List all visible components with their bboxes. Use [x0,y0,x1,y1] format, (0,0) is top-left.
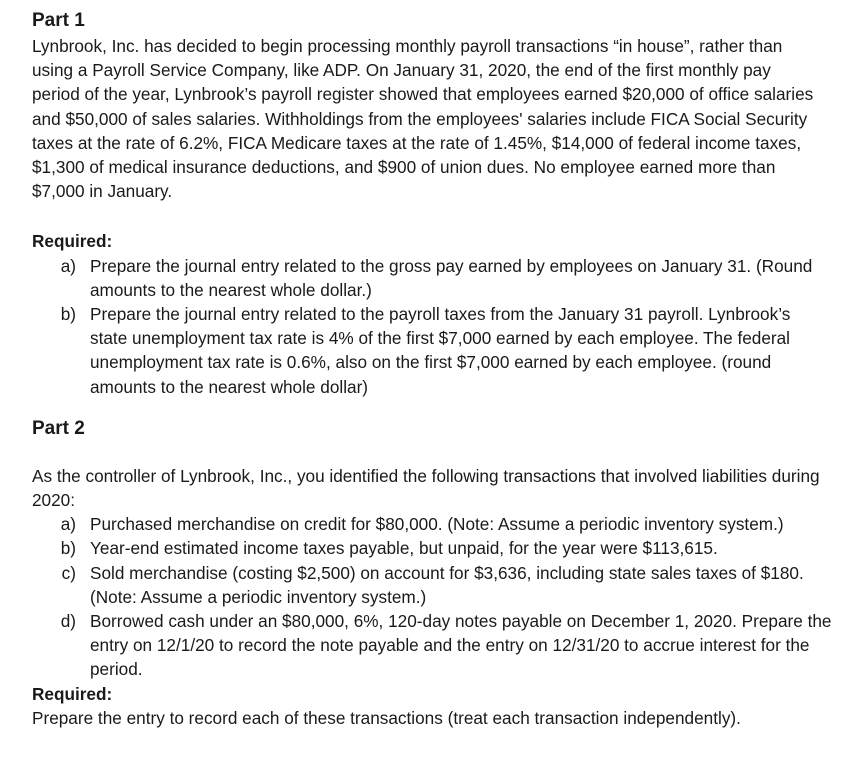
part1-item-a [32,254,832,302]
list-marker: b) [60,304,76,325]
part2-item-d [32,609,832,682]
list-marker: d) [60,611,76,632]
list-item-text: Prepare the journal entry related to the gross pay earned by employees on January 31. (Round amounts to the nearest whole dollar.) [90,255,813,300]
list-item-text: Sold merchandise (costing $2,500) on account for $3,636, including state sales taxes of $180. (Note: Assume a periodic inventory system.) [90,562,804,607]
part1-item-b [32,302,832,399]
part1-intro: Lynbrook, Inc. has decided to begin processing monthly payroll transactions “in house”, rather than using a Payroll Service Company, like ADP. On January 31, 2020, the end of the first monthly pay period of the year, Lynbrook’s payroll register showed that employees earned $20,000 of office salaries and $50,000 of sales salaries. Withholdings from the employees' salaries include FICA Social Security taxes at the rate of 6.2%, FICA Medicare taxes at the rate of 1.45%, $14,000 of federal income taxes, $1,300 of medical insurance deductions, and $900 of union dues. No employee earned more than $7,000 in January. [32,36,814,202]
part1-heading: Part 1 [32,10,85,31]
part2-required-label: Required: [32,683,113,704]
list-marker: b) [60,538,76,559]
list-item-text: Year-end estimated income taxes payable, but unpaid, for the year were $113,615. [90,538,718,559]
list-marker: c) [61,562,76,583]
part1-required-list [32,254,832,399]
document [32,8,832,730]
part2-intro: As the controller of Lynbrook, Inc., you identified the following transactions that involved liabilities during 2020: [32,465,820,511]
list-item-text: Purchased merchandise on credit for $80,000. (Note: Assume a periodic inventory system.) [90,514,784,535]
part2-heading: Part 2 [32,417,85,439]
part2-item-a [32,512,832,536]
part1-required-label: Required: [32,231,113,252]
part2-required-text: Prepare the entry to record each of these transactions (treat each transaction independently). [32,707,741,728]
part2-item-b [32,536,832,560]
part2-item-c [32,561,832,609]
list-marker: a) [60,255,76,276]
part2-transaction-list [32,512,832,681]
list-item-text: Prepare the journal entry related to the payroll taxes from the January 31 payroll. Lynbrook’s state unemployment tax rate is 4% of the first $7,000 earned by each employee. The federal unemployment tax rate is 0.6%, also on the first $7,000 earned by each employee. (round amounts to the nearest whole dollar) [90,304,791,397]
list-marker: a) [60,514,76,535]
list-item-text: Borrowed cash under an $80,000, 6%, 120-day notes payable on December 1, 2020. Prepare the entry on 12/1/20 to record the note payable and the entry on 12/31/20 to accrue interest for the period. [90,611,832,680]
